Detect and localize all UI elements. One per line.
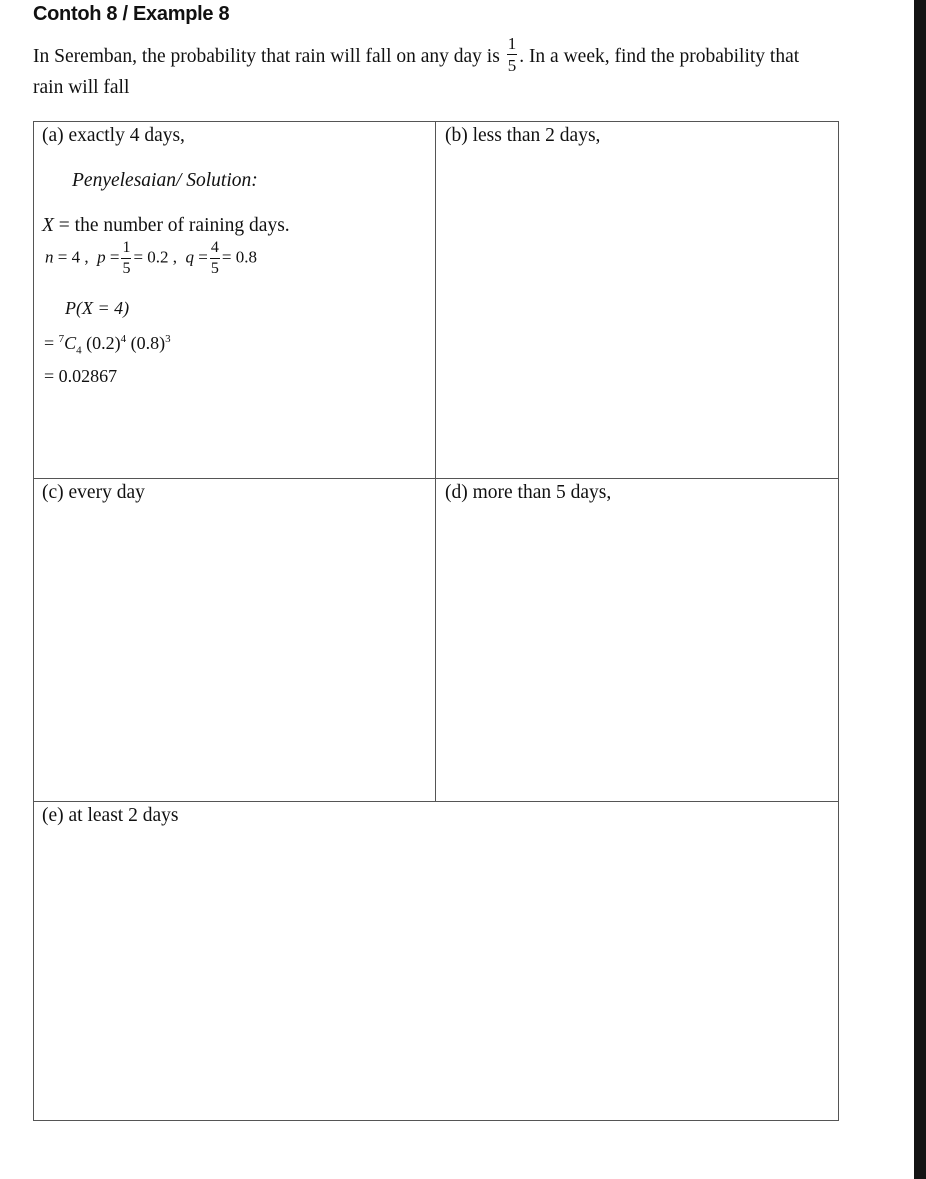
binomial-q-exponent: 3 — [165, 333, 171, 345]
binomial-r: 4 — [76, 344, 82, 357]
variable-x-definition: = the number of raining days. — [53, 215, 290, 236]
grid-vertical-divider — [435, 121, 436, 802]
binomial-p-exponent: 4 — [120, 333, 127, 345]
param-q-value: = 0.8 — [221, 247, 257, 267]
probability-fraction — [507, 35, 518, 74]
solution-heading: Penyelesaian/ Solution: — [72, 170, 258, 191]
page-edge-bar — [914, 0, 926, 1179]
p-fraction-denominator: 5 — [122, 260, 131, 277]
fraction-denominator: 5 — [507, 56, 517, 75]
param-p-label: p — [97, 247, 106, 267]
param-q-label: q — [185, 247, 195, 267]
binomial-q-term: (0.8) — [130, 333, 166, 353]
binomial-parameters — [45, 240, 257, 277]
param-p-equals: = — [105, 247, 120, 267]
p-fraction-numerator: 1 — [121, 240, 131, 259]
question-text-after: . In a week, find the probability that — [519, 45, 800, 67]
part-a-label: (a) exactly 4 days, — [42, 125, 185, 146]
binomial-p-term: (0.2) — [86, 333, 121, 353]
binomial-equals: = — [44, 333, 55, 353]
question-line-2: rain will fall — [33, 77, 130, 98]
param-n-label: n — [45, 247, 54, 267]
part-e-label: (e) at least 2 days — [42, 805, 179, 826]
param-n-value: = 4 , — [53, 247, 89, 267]
random-variable-definition — [42, 215, 290, 237]
grid-horizontal-divider-2 — [33, 801, 839, 802]
binomial-formula — [44, 333, 171, 357]
part-d-label: (d) more than 5 days, — [445, 482, 612, 503]
probability-expression: P(X = 4) — [65, 298, 130, 318]
binomial-c: C — [64, 333, 77, 353]
param-p-value: = 0.2 , — [133, 247, 178, 267]
grid-horizontal-divider-1 — [33, 478, 839, 479]
question-line-1 — [33, 34, 800, 77]
param-q-fraction — [210, 240, 220, 277]
part-b-label: (b) less than 2 days, — [445, 125, 601, 146]
q-fraction-numerator: 4 — [210, 240, 220, 259]
binomial-n: 7 — [58, 333, 65, 345]
question-text-before: In Seremban, the probability that rain will fall on any day is — [33, 45, 500, 67]
param-q-equals: = — [194, 247, 208, 267]
param-p-fraction — [121, 240, 131, 277]
fraction-numerator: 1 — [507, 34, 517, 53]
variable-x: X — [42, 215, 54, 236]
q-fraction-denominator: 5 — [210, 260, 219, 277]
example-title: Contoh 8 / Example 8 — [33, 3, 230, 25]
final-answer: = 0.02867 — [44, 366, 118, 386]
part-c-label: (c) every day — [42, 482, 145, 503]
